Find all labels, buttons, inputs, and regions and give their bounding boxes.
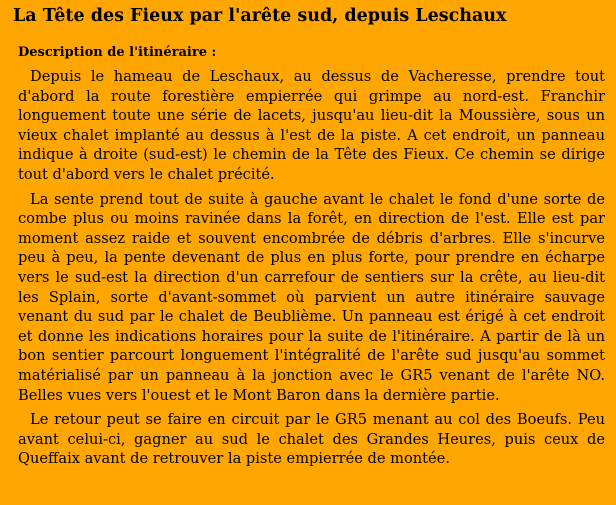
page-title: La Tête des Fieux par l'arête sud, depuis Leschaux xyxy=(13,6,507,26)
description-paragraph-2: La sente prend tout de suite à gauche avant le chalet le fond d'une sorte de combe plus ou moins ravinée dans la forêt, en direction de l'est. Elle est par moment assez raide et souvent encombrée de débris d'arbres. Elle s'incurve peu à peu, la pente devenant de plus en plus forte, pour prendre en écharpe vers le sud-est la direction d'un carrefour de sentiers sur la crête, au lieu-dit les Splain, sorte d'avant-sommet où parvient un autre itinéraire sauvage venant du sud par le chalet de Beublième. Un panneau est érigé à cet endroit et donne les indications horaires pour la suite de l'itinéraire. A partir de là un bon sentier parcourt longuement l'intégralité de l'arête sud jusqu'au sommet matérialisé par un panneau à la jonction avec le GR5 venant de l'arête NO. Belles vues vers l'ouest et le Mont Baron dans la dernière partie. xyxy=(18,190,605,404)
description-heading: Description de l'itinéraire : xyxy=(18,45,217,60)
itinerary-description xyxy=(18,44,605,474)
description-paragraph-3: Le retour peut se faire en circuit par le GR5 menant au col des Boeufs. Peu avant celui-ci, gagner au sud le chalet des Grandes Heures, puis ceux de Queffaix avant de retrouver la piste empierrée de montée. xyxy=(18,411,605,468)
description-paragraph-1: Depuis le hameau de Leschaux, au dessus de Vacheresse, prendre tout d'abord la route forestière empierrée qui grimpe au nord-est. Franchir longuement toute une série de lacets, jusqu'au lieu-dit la Moussière, sous un vieux chalet implanté au dessus à l'est de la piste. A cet endroit, un panneau indique à droite (sud-est) le chemin de la Tête des Fieux. Ce chemin se dirige tout d'abord vers le chalet précité. xyxy=(18,68,605,183)
